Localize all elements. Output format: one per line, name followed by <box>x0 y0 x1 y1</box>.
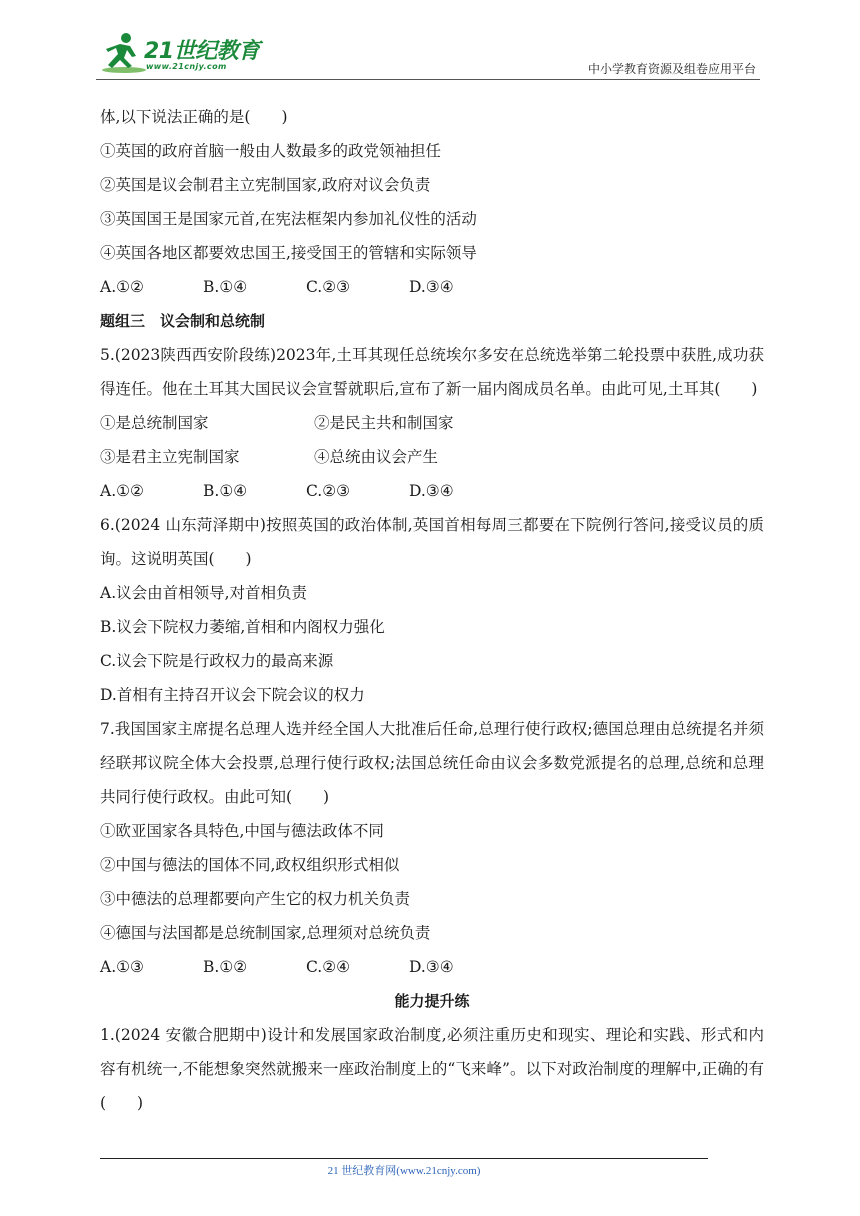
q6-option-a: A.议会由首相领导,对首相负责 <box>100 584 308 602</box>
option-a: A.①③ <box>100 958 144 976</box>
q7-options <box>100 950 764 984</box>
q6-option-d: D.首相有主持召开议会下院会议的权力 <box>100 686 365 704</box>
section-heading: 题组三 议会制和总统制 <box>100 312 266 330</box>
q6-option-b: B.议会下院权力萎缩,首相和内阁权力强化 <box>100 618 385 636</box>
option-b: B.①④ <box>203 482 248 500</box>
question-7: 7.我国国家主席提名总理人选并经全国人大批准后任命,总理行使行政权;德国总理由总统提名并须经联邦议院全体大会投票,总理行使行政权;法国总统任命由议会多数党派提名的总理,总统和总理共同行使行政权。由此可知( ) <box>100 720 764 806</box>
answer-options <box>100 270 764 304</box>
option-b: B.①④ <box>203 278 248 296</box>
option-a: A.①② <box>100 482 144 500</box>
q5-statement-4: ④总统由议会产生 <box>314 448 439 466</box>
q7-statement-4: ④德国与法国都是总统制国家,总理须对总统负责 <box>100 924 431 942</box>
ability-section-heading: 能力提升练 <box>394 992 470 1010</box>
ability-question-1: 1.(2024 安徽合肥期中)设计和发展国家政治制度,必须注重历史和现实、理论和实践、形式和内容有机统一,不能想象突然就搬来一座政治制度上的“飞来峰”。以下对政治制度的理解中,正确的有( ) <box>100 1026 764 1112</box>
option-a: A.①② <box>100 278 144 296</box>
statement-4: ④英国各地区都要效忠国王,接受国王的管辖和实际领导 <box>100 244 477 262</box>
question-6: 6.(2024 山东菏泽期中)按照英国的政治体制,英国首相每周三都要在下院例行答问,接受议员的质询。这说明英国( ) <box>100 516 764 568</box>
option-b: B.①② <box>203 958 248 976</box>
runner-logo-icon <box>96 30 146 76</box>
question-5: 5.(2023陕西西安阶段练)2023年,土耳其现任总统埃尔多安在总统选举第二轮投票中获胜,成功获得连任。他在土耳其大国民议会宣誓就职后,宣布了新一届内阁成员名单。由此可见,土耳其( ) <box>100 346 764 398</box>
document-body <box>100 100 764 1120</box>
platform-name: 中小学教育资源及组卷应用平台 <box>587 62 756 76</box>
statement-1: ①英国的政府首脑一般由人数最多的政党领袖担任 <box>100 142 442 160</box>
q5-options <box>100 474 764 508</box>
footer-divider <box>100 1158 708 1159</box>
q5-statement-3: ③是君主立宪制国家 <box>100 448 240 466</box>
option-c: C.②③ <box>306 278 351 296</box>
logo-text: 21世纪教育 <box>144 39 260 64</box>
option-c: C.②③ <box>306 482 351 500</box>
q7-statement-1: ①欧亚国家各具特色,中国与德法政体不同 <box>100 822 384 840</box>
logo <box>96 30 266 78</box>
q7-statement-3: ③中德法的总理都要向产生它的权力机关负责 <box>100 890 411 908</box>
option-d: D.③④ <box>409 278 454 296</box>
statement-2: ②英国是议会制君主立宪制国家,政府对议会负责 <box>100 176 431 194</box>
option-d: D.③④ <box>409 482 454 500</box>
q7-statement-2: ②中国与德法的国体不同,政权组织形式相似 <box>100 856 400 874</box>
q5-statement-2: ②是民主共和制国家 <box>314 414 454 432</box>
logo-url: www.21cnjy.com <box>146 62 227 71</box>
question-stem-continued: 体,以下说法正确的是( ) <box>100 108 288 126</box>
option-d: D.③④ <box>409 958 454 976</box>
footer-text: 21 世纪教育网(www.21cnjy.com) <box>327 1165 481 1177</box>
q5-statement-1: ①是总统制国家 <box>100 414 209 432</box>
statement-3: ③英国国王是国家元首,在宪法框架内参加礼仪性的活动 <box>100 210 477 228</box>
option-c: C.②④ <box>306 958 351 976</box>
q5-statements-row2 <box>100 440 764 474</box>
q5-statements-row1 <box>100 406 764 440</box>
q6-option-c: C.议会下院是行政权力的最高来源 <box>100 652 334 670</box>
header-divider <box>96 79 760 80</box>
page-header <box>96 30 760 82</box>
